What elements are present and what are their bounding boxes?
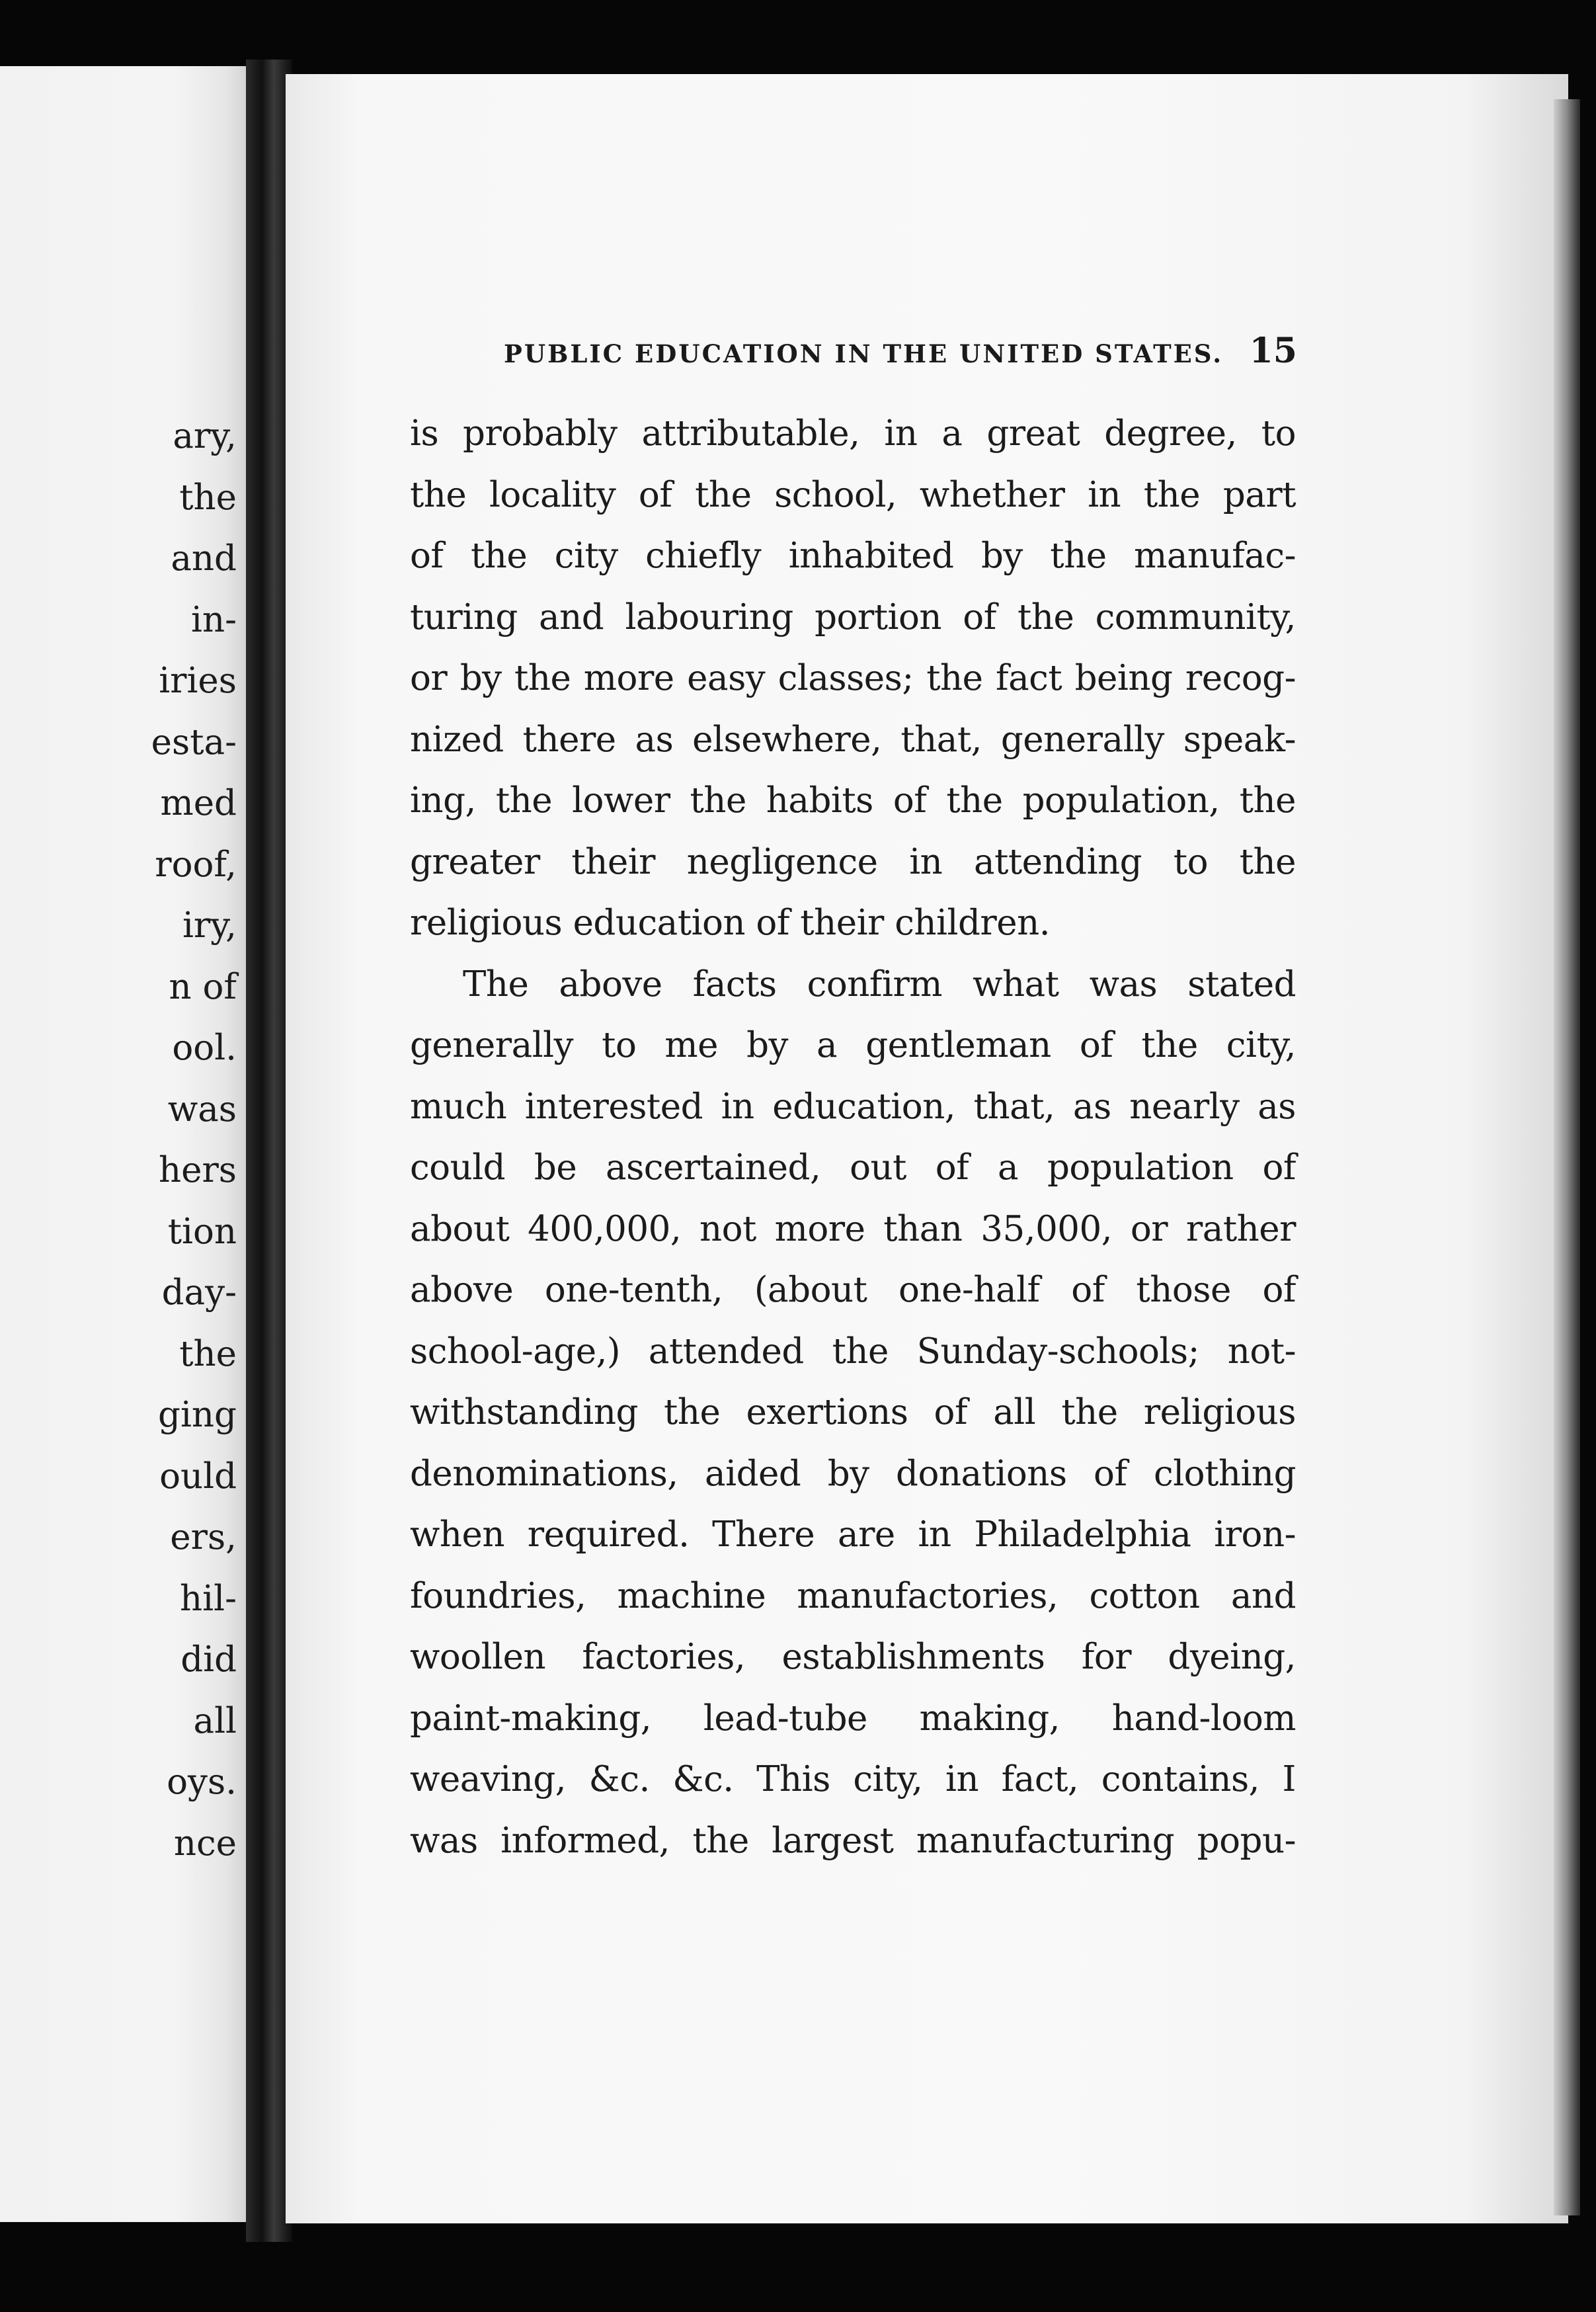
text-line: was informed, the largest manufacturing popu- (410, 1820, 1296, 1861)
text-line: is probably attributable, in a great degree, to (410, 413, 1296, 454)
left-page-line-fragment: ers, (170, 1517, 237, 1557)
left-page-line-fragment: the (179, 1333, 237, 1374)
left-page-line-fragment: was (167, 1089, 237, 1130)
left-page-line-fragment: hers (158, 1150, 237, 1190)
text-line: about 400,000, not more than 35,000, or rather (410, 1208, 1296, 1249)
text-line: ing, the lower the habits of the population, the (410, 780, 1296, 821)
text-line: The above facts confirm what was stated (463, 964, 1296, 1005)
running-title: PUBLIC EDUCATION IN THE UNITED STATES. (504, 339, 1224, 368)
text-line: foundries, machine manufactories, cotton and (410, 1575, 1296, 1616)
left-page-line-fragment: nce (173, 1823, 237, 1864)
text-line: much interested in education, that, as nearly as (410, 1086, 1296, 1127)
text-line: school-age,) attended the Sunday-schools; not- (410, 1331, 1296, 1372)
paragraph-2 (410, 954, 1296, 1872)
left-page-line-fragment: ary, (173, 416, 237, 456)
left-page-line-fragment: med (160, 783, 237, 823)
text-line: or by the more easy classes; the fact being recog- (410, 658, 1296, 698)
text-line: withstanding the exertions of all the religious (410, 1392, 1296, 1432)
left-page-line-fragment: the (179, 477, 237, 518)
text-line: above one-tenth, (about one-half of those of (410, 1270, 1296, 1310)
left-page-line-fragment: ging (158, 1395, 237, 1435)
left-page (0, 66, 251, 2222)
left-page-line-fragment: n of (169, 966, 237, 1007)
text-line: of the city chiefly inhabited by the manufac- (410, 536, 1296, 576)
running-head (504, 331, 1297, 371)
left-page-line-fragment: and (171, 538, 237, 579)
text-line: generally to me by a gentleman of the city, (410, 1025, 1296, 1065)
text-line: paint-making, lead-tube making, hand-loom (410, 1698, 1296, 1739)
text-line: the locality of the school, whether in the part (410, 474, 1296, 515)
page-number: 15 (1249, 331, 1297, 371)
page-edge (1554, 99, 1580, 2215)
body-text (410, 403, 1296, 1872)
text-line: woollen factories, establishments for dyeing, (410, 1637, 1296, 1677)
text-line: when required. There are in Philadelphia iron- (410, 1514, 1296, 1555)
paragraph-1 (410, 403, 1296, 954)
left-page-line-fragment: ool. (172, 1028, 237, 1068)
left-page-line-fragment: esta- (151, 722, 237, 763)
text-line: turing and labouring portion of the community, (410, 597, 1296, 638)
left-page-line-fragment: tion (167, 1211, 237, 1252)
left-page-line-fragment: did (180, 1639, 237, 1680)
text-line: denominations, aided by donations of clothing (410, 1453, 1296, 1494)
left-page-line-fragment: in- (191, 599, 237, 640)
left-page-line-fragment: all (193, 1700, 237, 1741)
text-line: religious education of their children. (410, 903, 1051, 943)
left-page-line-fragment: day- (161, 1272, 237, 1313)
left-page-line-fragment: iry, (182, 905, 237, 946)
text-line: nized there as elsewhere, that, generally speak- (410, 719, 1296, 760)
left-page-line-fragment: oys. (167, 1762, 237, 1802)
text-line: could be ascertained, out of a population of (410, 1147, 1296, 1188)
left-page-line-fragment: roof, (155, 844, 237, 885)
left-page-line-fragment: iries (159, 661, 237, 701)
left-page-line-fragment: ould (159, 1456, 237, 1497)
text-line: weaving, &c. &c. This city, in fact, contains, I (410, 1759, 1296, 1799)
text-line: greater their negligence in attending to the (410, 841, 1296, 882)
left-page-line-fragment: hil- (180, 1578, 237, 1619)
